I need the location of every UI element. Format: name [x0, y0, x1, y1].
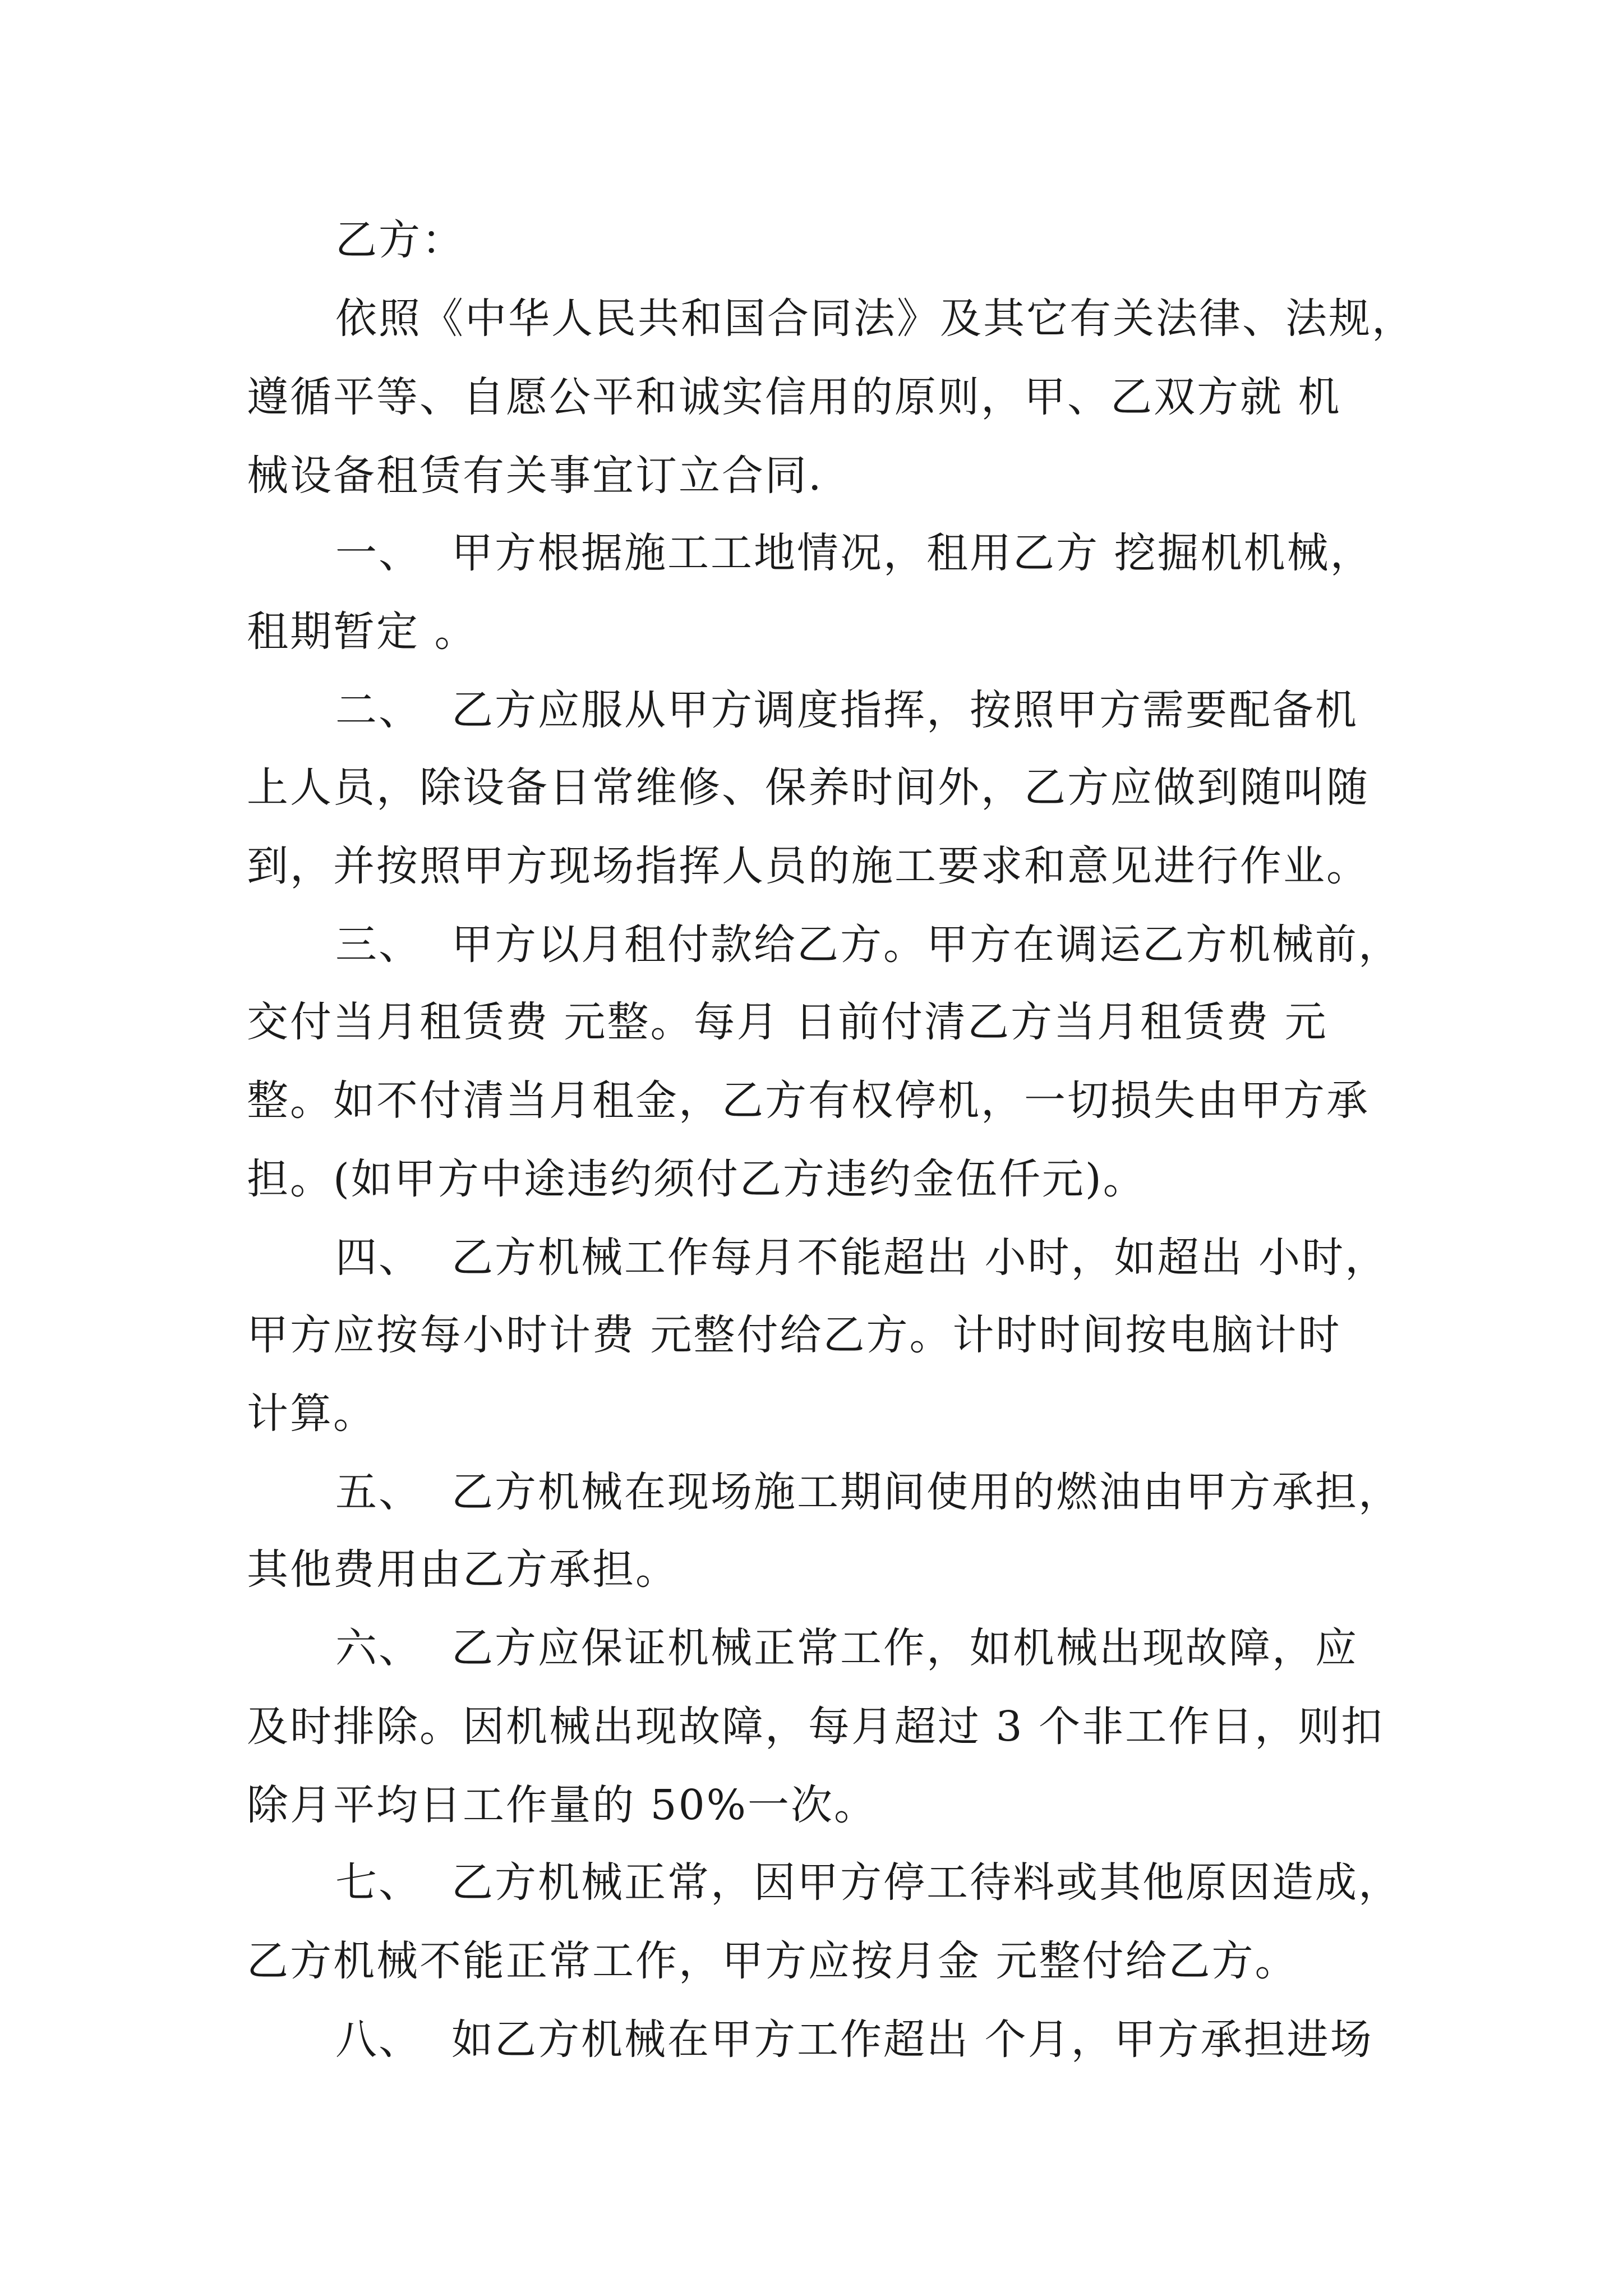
text-line: 遵循平等、自愿公平和诚实信用的原则，甲、乙双方就 机: [247, 373, 1341, 421]
text-line: 及时排除。因机械出现故障，每月超过 3 个非工作日，则扣: [247, 1703, 1385, 1751]
text-line: 其他费用由乙方承担。: [247, 1545, 679, 1594]
text-line: 三、 甲方以月租付款给乙方。甲方在调运乙方机械前，: [335, 921, 1402, 969]
text-line: 乙方：: [335, 216, 465, 264]
text-line: 乙方机械不能正常工作，甲方应按月金 元整付给乙方。: [247, 1937, 1298, 1985]
text-line: 计算。: [247, 1389, 376, 1438]
text-line: 交付当月租赁费 元整。每月 日前付清乙方当月租赁费 元: [247, 998, 1328, 1046]
text-line: 八、 如乙方机械在甲方工作超出 个月，甲方承担进场: [335, 2016, 1373, 2064]
text-line: 一、 甲方根据施工工地情况，租用乙方 挖掘机机械，: [335, 529, 1373, 577]
text-line: 七、 乙方机械正常，因甲方停工待料或其他原因造成，: [335, 1858, 1402, 1907]
text-line: 租期暂定 。: [247, 608, 478, 656]
text-line: 依照《中华人民共和国合同法》及其它有关法律、法规，: [335, 295, 1415, 343]
text-line: 甲方应按每小时计费 元整付给乙方。计时时间按电脑计时: [247, 1311, 1341, 1359]
text-line: 到，并按照甲方现场指挥人员的施工要求和意见进行作业。: [247, 842, 1370, 890]
text-line: 二、 乙方应服从甲方调度指挥，按照甲方需要配备机: [335, 686, 1359, 734]
text-line: 五、 乙方机械在现场施工期间使用的燃油由甲方承担，: [335, 1468, 1402, 1516]
text-line: 担。(如甲方中途违约须付乙方违约金伍仟元)。: [247, 1155, 1146, 1203]
text-line: 六、 乙方应保证机械正常工作，如机械出现故障，应: [335, 1624, 1359, 1672]
text-line: 械设备租赁有关事宜订立合同.: [247, 452, 823, 500]
text-line: 上人员，除设备日常维修、保养时间外，乙方应做到随叫随: [247, 763, 1370, 812]
text-line: 整。如不付清当月租金，乙方有权停机，一切损失由甲方承: [247, 1076, 1370, 1125]
text-line: 四、 乙方机械工作每月不能超出 小时，如超出 小时，: [335, 1234, 1389, 1282]
text-line: 除月平均日工作量的 50%一次。: [247, 1781, 877, 1829]
